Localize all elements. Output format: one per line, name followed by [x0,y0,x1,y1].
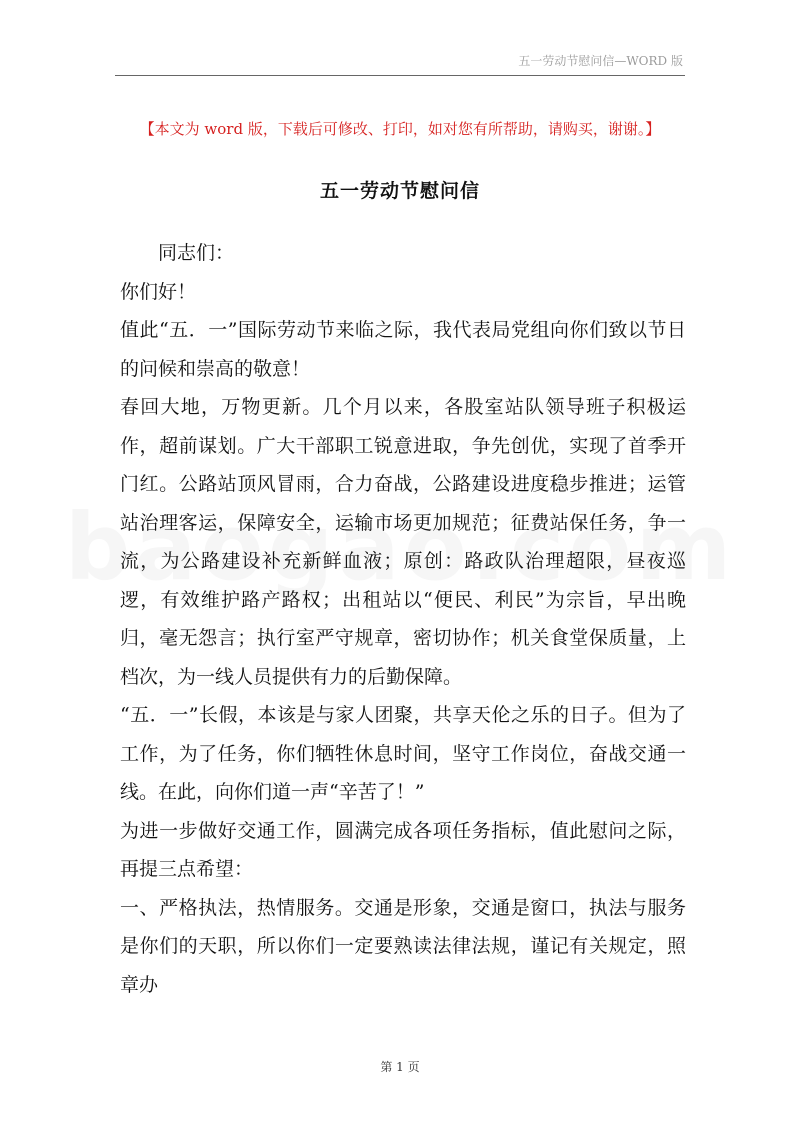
greeting-line: 你们好！ [120,280,197,303]
purchase-notice: 【本文为 word 版，下载后可修改、打印，如对您有所帮助，请购买，谢谢。】 [139,120,661,138]
salutation: 同志们： [158,242,235,264]
running-header: 五一劳动节慰问信—WORD 版 [518,54,683,68]
body-paragraph: 一、严格执法，热情服务。交通是形象，交通是窗口，执法与服务是你们的天职，所以你们一定要熟读法律法规，谨记有关规定，照章办 [120,896,686,996]
page-number: 第 1 页 [380,1060,420,1074]
body-paragraph: 为进一步做好交通工作，圆满完成各项任务指标，值此慰问之际，再提三点希望： [120,819,686,880]
body-paragraph: 春回大地，万物更新。几个月以来，各股室站队领导班子积极运作，超前谋划。广大干部职工锐意进取，争先创优，实现了首季开门红。公路站顶风冒雨，合力奋战，公路建设进度稳步推进；运管站治理客运，保障安全，运输市场更加规范；征费站保任务，争一流，为公路建设补充新鲜血液；原创：路政队治理超限，昼夜巡逻，有效维护路产路权；出租站以“便民、利民”为宗旨，早出晚归，毫无怨言；执行室严守规章，密切协作；机关食堂保质量，上档次，为一线人员提供有力的后勤保障。 [120,396,686,688]
body-paragraph: 值此“五．一”国际劳动节来临之际，我代表局党组向你们致以节日的问候和崇高的敬意！ [120,319,686,380]
body-paragraph: “五．一”长假，本该是与家人团聚，共享天伦之乐的日子。但为了工作，为了任务，你们牺牲休息时间，坚守工作岗位，奋战交通一线。在此，向你们道一声“辛苦了！” [120,704,686,803]
document-title: 五一劳动节慰问信 [319,180,480,202]
letter-body [120,234,686,1004]
header-rule [115,75,685,76]
